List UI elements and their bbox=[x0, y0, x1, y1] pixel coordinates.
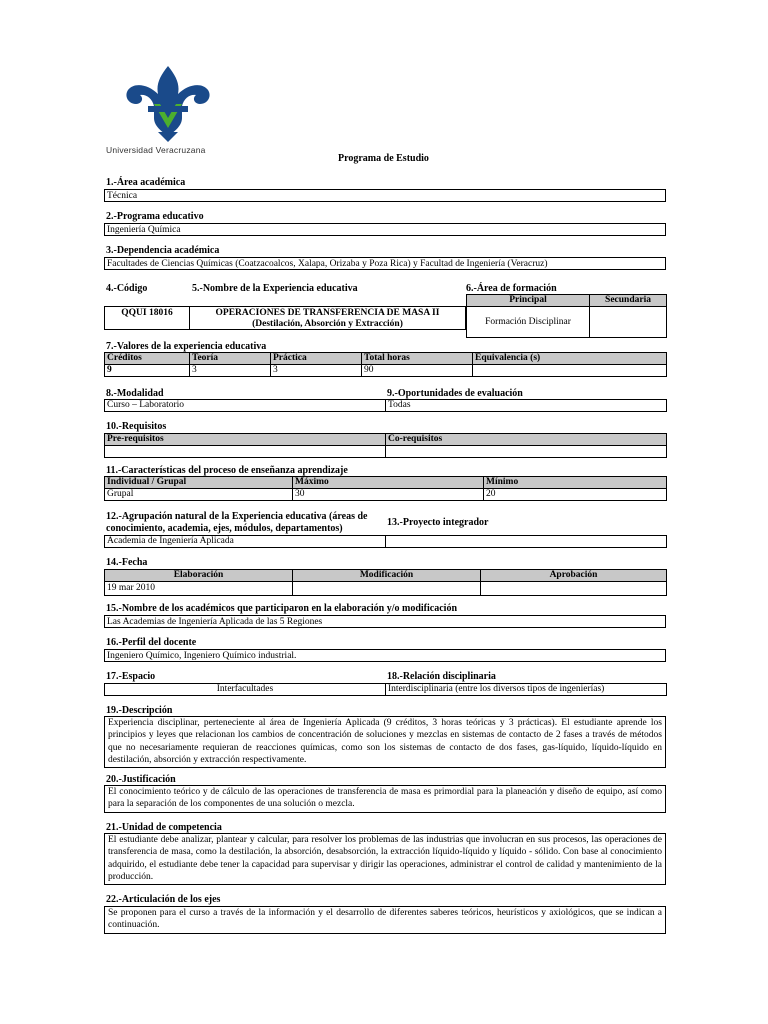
s11-value-maximo: 30 bbox=[293, 489, 484, 501]
s14-header-aprobacion: Aprobación bbox=[481, 570, 667, 582]
s21-label: 21.-Unidad de competencia bbox=[106, 822, 222, 833]
s18-value: Interdisciplinaria (entre los diversos tipos de ingenierías) bbox=[386, 684, 667, 696]
s4-label: 4.-Código bbox=[106, 283, 148, 294]
s3-value: Facultades de Ciencias Químicas (Coatzacoalcos, Xalapa, Orizaba y Poza Rica) y Facultad de Ingeniería (Veracruz) bbox=[104, 257, 666, 270]
s6-secundaria-value bbox=[590, 307, 667, 338]
s7-header-total: Total horas bbox=[362, 353, 473, 365]
s7-value-creditos: 9 bbox=[105, 365, 190, 377]
s6-principal-value: Formación Disciplinar bbox=[467, 307, 590, 338]
university-name: Universidad Veracruzana bbox=[106, 145, 206, 155]
s22-value: Se proponen para el curso a través de la información y el desarrollo de diferentes saberes teóricos, heurísticos y axiológicos, que se indican a continuación. bbox=[104, 906, 666, 934]
s21-value: El estudiante debe analizar, plantear y calcular, para resolver los problemas de las industrias que involucran en sus procesos, las operaciones de transferencia de masa, como la destilación, la absorción, desabsorción, la extracción líquido-líquido y líquido - sólido. Con base al conocimiento adquirido, el estudiante debe tener la capacidad para supervisar y dirigir las operaciones, administrar el control de calidad y mantenimiento de la producción. bbox=[104, 833, 666, 885]
s13-value bbox=[386, 536, 667, 548]
s7-value-total: 90 bbox=[362, 365, 473, 377]
s7-value-teoria: 3 bbox=[190, 365, 271, 377]
s20-value: El conocimiento teórico y de cálculo de las operaciones de transferencia de masa es primordial para la planeación y diseño de equipo, así como para la separación de los componentes de una solución o mezcla. bbox=[104, 785, 666, 813]
s15-value: Las Academias de Ingeniería Aplicada de las 5 Regiones bbox=[104, 615, 666, 628]
s14-value-elaboracion: 19 mar 2010 bbox=[105, 582, 293, 596]
s1-value: Técnica bbox=[104, 189, 666, 202]
s12-s13-table bbox=[104, 535, 667, 548]
s6-label: 6.-Área de formación bbox=[466, 283, 557, 294]
s9-label: 9.-Oportunidades de evaluación bbox=[387, 388, 523, 399]
s14-table bbox=[104, 569, 667, 596]
s10-pre-header: Pre-requisitos bbox=[105, 434, 386, 446]
s7-value-equivalencia bbox=[473, 365, 667, 377]
document-title: Programa de Estudio bbox=[338, 153, 429, 164]
s6-principal-header: Principal bbox=[467, 295, 590, 307]
s10-table bbox=[104, 433, 667, 458]
s15-label: 15.-Nombre de los académicos que participaron en la elaboración y/o modificación bbox=[106, 603, 458, 614]
s12-label-line2: conocimiento, academia, ejes, módulos, departamentos) bbox=[106, 523, 343, 534]
s10-co-header: Co-requisitos bbox=[386, 434, 667, 446]
s4-code: QQUI 18016 bbox=[121, 308, 173, 318]
s16-value: Ingeniero Químico, Ingeniero Químico industrial. bbox=[104, 649, 666, 662]
s5-label: 5.-Nombre de la Experiencia educativa bbox=[192, 283, 358, 294]
s8-label: 8.-Modalidad bbox=[106, 388, 164, 399]
s7-header-practica: Práctica bbox=[271, 353, 362, 365]
s13-label: 13.-Proyecto integrador bbox=[387, 517, 489, 528]
s11-label: 11.-Características del proceso de enseñanza aprendizaje bbox=[106, 465, 348, 476]
s12-label-line1: 12.-Agrupación natural de la Experiencia educativa (áreas de bbox=[106, 511, 368, 522]
s14-header-elaboracion: Elaboración bbox=[105, 570, 293, 582]
s5-name-line1: OPERACIONES DE TRANSFERENCIA DE MASA II bbox=[215, 308, 440, 318]
s11-header-individual: Individual / Grupal bbox=[105, 477, 293, 489]
s1-label: 1.-Área académica bbox=[106, 177, 186, 188]
s11-header-minimo: Mínimo bbox=[484, 477, 667, 489]
s14-value-modificacion bbox=[293, 582, 481, 596]
s8-s9-table bbox=[104, 399, 667, 412]
s16-label: 16.-Perfil del docente bbox=[106, 637, 197, 648]
s2-label: 2.-Programa educativo bbox=[106, 211, 204, 222]
s22-label: 22.-Articulación de los ejes bbox=[106, 894, 221, 905]
s7-header-equivalencia: Equivalencia (s) bbox=[473, 353, 667, 365]
s19-value: Experiencia disciplinar, perteneciente al área de Ingeniería Aplicada (9 créditos, 3 horas teóricas y 3 prácticas). El estudiante aprende los principios y leyes que relacionan los cambios de concentración de soluciones y mezclas en sistemas de contacto de 2 fases a través de métodos que no necesariamente requieran de reacciones químicas, como son los sistemas de contacto de dos fases, gas-líquido, líquido-líquido en destilación, absorción y extracción respectivamente. bbox=[104, 716, 666, 768]
s14-header-modificacion: Modificación bbox=[293, 570, 481, 582]
s11-value-minimo: 20 bbox=[484, 489, 667, 501]
s7-header-creditos: Créditos bbox=[105, 353, 190, 365]
s4-s5-box bbox=[104, 306, 466, 330]
s6-secundaria-header: Secundaria bbox=[590, 295, 667, 307]
university-logo bbox=[118, 62, 218, 144]
s12-value: Academia de Ingeniería Aplicada bbox=[105, 536, 386, 548]
s7-table bbox=[104, 352, 667, 377]
s17-label: 17.-Espacio bbox=[106, 671, 156, 682]
s17-value: Interfacultades bbox=[105, 684, 386, 696]
s11-table bbox=[104, 476, 667, 501]
s18-label: 18.-Relación disciplinaria bbox=[387, 671, 496, 682]
s20-label: 20.-Justificación bbox=[106, 774, 176, 785]
s19-label: 19.-Descripción bbox=[106, 705, 173, 716]
s17-s18-table bbox=[104, 683, 667, 696]
s11-value-individual: Grupal bbox=[105, 489, 293, 501]
s7-value-practica: 3 bbox=[271, 365, 362, 377]
s7-header-teoria: Teoría bbox=[190, 353, 271, 365]
s9-value: Todas bbox=[386, 400, 667, 412]
s6-table bbox=[466, 294, 667, 338]
s3-label: 3.-Dependencia académica bbox=[106, 245, 220, 256]
s8-value: Curso – Laboratorio bbox=[105, 400, 386, 412]
s11-header-maximo: Máximo bbox=[293, 477, 484, 489]
s7-label: 7.-Valores de la experiencia educativa bbox=[106, 341, 267, 352]
s14-label: 14.-Fecha bbox=[106, 557, 148, 568]
s2-value: Ingeniería Química bbox=[104, 223, 666, 236]
s5-name-line2: (Destilación, Absorción y Extracción) bbox=[252, 319, 403, 329]
s14-value-aprobacion bbox=[481, 582, 667, 596]
s10-label: 10.-Requisitos bbox=[106, 421, 167, 432]
